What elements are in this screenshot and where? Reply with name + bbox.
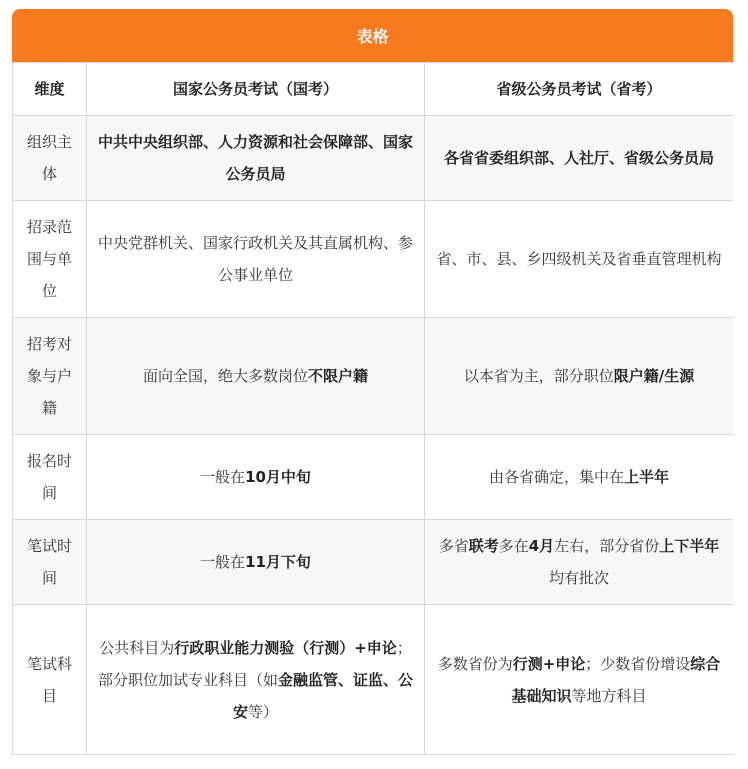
cell-national-exam: 一般在10月中旬 xyxy=(87,435,425,520)
table-row xyxy=(13,520,734,605)
cell-national-exam: 一般在11月下旬 xyxy=(87,520,425,605)
row-dimension: 招考对象与户籍 xyxy=(13,318,87,435)
cell-provincial-exam: 多数省份为行测+申论；少数省份增设综合基础知识等地方科目 xyxy=(425,605,734,755)
cell-provincial-exam: 多省联考多在4月左右，部分省份上下半年均有批次 xyxy=(425,520,734,605)
row-dimension: 笔试科目 xyxy=(13,605,87,755)
header-national-exam: 国家公务员考试（国考） xyxy=(87,63,425,116)
row-dimension: 招录范围与单位 xyxy=(13,201,87,318)
cell-provincial-exam: 以本省为主，部分职位限户籍/生源 xyxy=(425,318,734,435)
cell-provincial-exam: 由各省确定，集中在上半年 xyxy=(425,435,734,520)
cell-national-exam: 公共科目为行政职业能力测验（行测）+申论； 部分职位加试专业科目（如金融监管、证监、公安等） xyxy=(87,605,425,755)
comparison-table xyxy=(12,62,733,755)
header-dimension: 维度 xyxy=(13,63,87,116)
table-row xyxy=(13,318,734,435)
table-title: 表格 xyxy=(12,9,733,62)
cell-national-exam: 中央党群机关、国家行政机关及其直属机构、参公事业单位 xyxy=(87,201,425,318)
cell-provincial-exam: 省、市、县、乡四级机关及省垂直管理机构 xyxy=(425,201,734,318)
cell-provincial-exam: 各省省委组织部、人社厅、省级公务员局 xyxy=(425,116,734,201)
comparison-table-card xyxy=(12,9,733,769)
table-row xyxy=(13,201,734,318)
row-dimension: 报名时间 xyxy=(13,435,87,520)
table-row xyxy=(13,605,734,755)
row-dimension: 组织主体 xyxy=(13,116,87,201)
table-header-row xyxy=(13,63,734,116)
cell-national-exam: 面向全国，绝大多数岗位不限户籍 xyxy=(87,318,425,435)
header-provincial-exam: 省级公务员考试（省考） xyxy=(425,63,734,116)
table-row xyxy=(13,116,734,201)
cell-national-exam: 中共中央组织部、人力资源和社会保障部、国家公务员局 xyxy=(87,116,425,201)
row-dimension: 笔试时间 xyxy=(13,520,87,605)
table-row xyxy=(13,435,734,520)
